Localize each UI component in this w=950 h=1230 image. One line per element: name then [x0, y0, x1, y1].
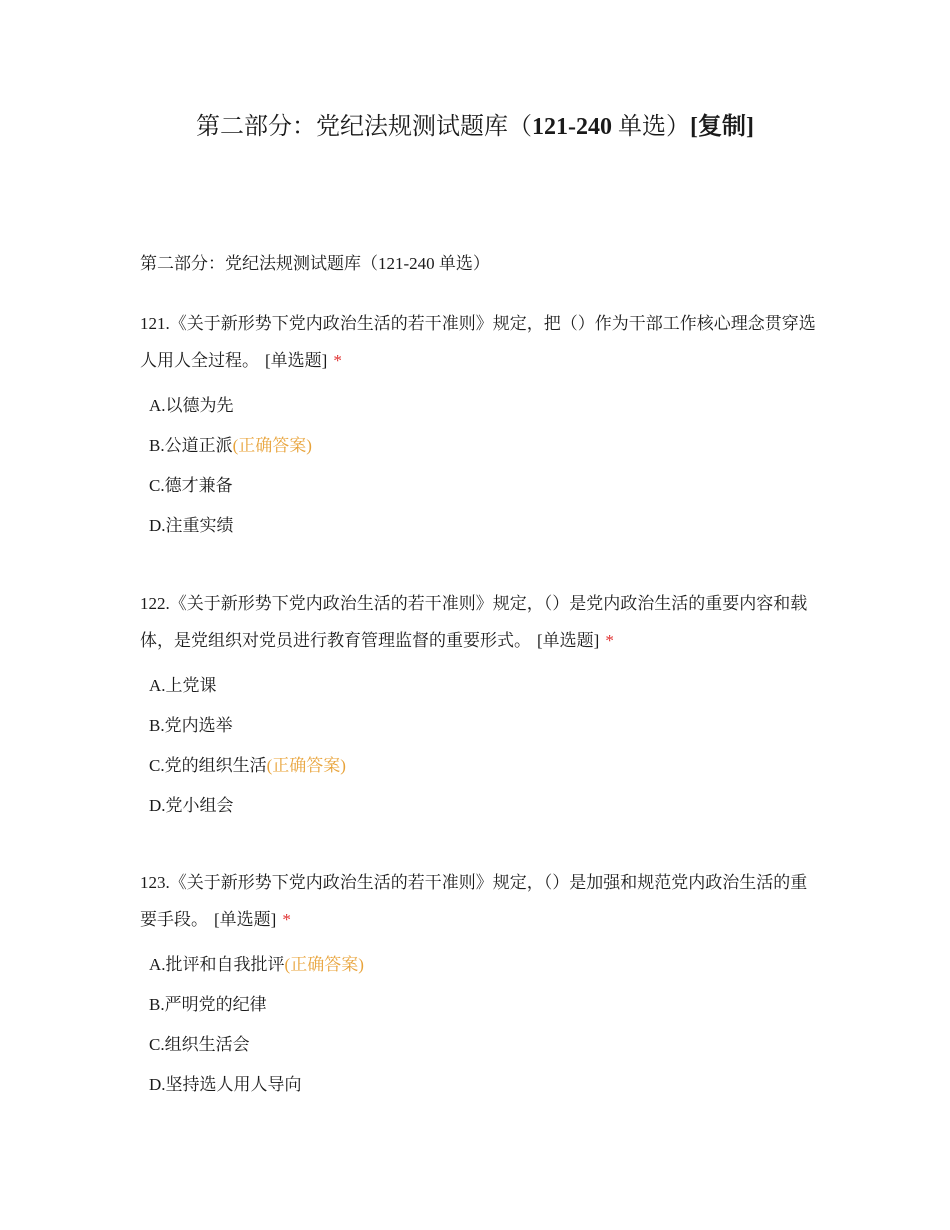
option-c[interactable]	[149, 1025, 820, 1065]
title-prefix: 第二部分：党纪法规测试题库（	[196, 114, 532, 140]
correct-answer-label: (正确答案)	[284, 955, 364, 974]
question-stem: 123.《关于新形势下党内政治生活的若干准则》规定，（）是加强和规范党内政治生活的重要手段。	[140, 873, 808, 929]
question-122	[140, 585, 820, 826]
option-list	[149, 386, 820, 546]
question-text	[140, 305, 820, 379]
option-label: B.严明党的纪律	[149, 995, 267, 1014]
question-type-label: [单选题]	[214, 910, 277, 929]
option-d[interactable]	[149, 1065, 820, 1105]
correct-answer-label: (正确答案)	[266, 756, 346, 775]
option-list	[149, 945, 820, 1105]
option-b[interactable]	[149, 985, 820, 1025]
option-label: C.德才兼备	[149, 476, 233, 495]
document-title	[0, 110, 950, 144]
section-heading: 第二部分：党纪法规测试题库（121-240 单选）	[140, 254, 490, 273]
question-text	[140, 864, 820, 938]
option-list	[149, 666, 820, 826]
question-123	[140, 864, 820, 1105]
question-type-label: [单选题]	[537, 631, 600, 650]
title-range: 121-240	[532, 114, 612, 140]
option-c[interactable]	[149, 746, 820, 786]
option-b[interactable]	[149, 426, 820, 466]
title-middle: 单选）	[612, 114, 690, 140]
required-mark: *	[605, 631, 614, 650]
option-label: C.党的组织生活	[149, 756, 267, 775]
copy-link[interactable]: [复制]	[690, 114, 754, 140]
option-c[interactable]	[149, 466, 820, 506]
question-stem: 121.《关于新形势下党内政治生活的若干准则》规定，把（）作为干部工作核心理念贯穿选人用人全过程。	[140, 314, 816, 370]
option-label: D.党小组会	[149, 796, 234, 815]
option-label: B.党内选举	[149, 716, 233, 735]
option-label: C.组织生活会	[149, 1035, 250, 1054]
question-121	[140, 305, 820, 546]
option-label: A.上党课	[149, 676, 217, 695]
option-a[interactable]	[149, 666, 820, 706]
question-text	[140, 585, 820, 659]
question-stem: 122.《关于新形势下党内政治生活的若干准则》规定，（）是党内政治生活的重要内容和载体，是党组织对党员进行教育管理监督的重要形式。	[140, 594, 808, 650]
option-a[interactable]	[149, 945, 820, 985]
option-d[interactable]	[149, 506, 820, 546]
correct-answer-label: (正确答案)	[232, 436, 312, 455]
required-mark: *	[282, 910, 291, 929]
option-a[interactable]	[149, 386, 820, 426]
option-d[interactable]	[149, 786, 820, 826]
question-type-label: [单选题]	[265, 351, 328, 370]
option-b[interactable]	[149, 706, 820, 746]
option-label: D.坚持选人用人导向	[149, 1075, 302, 1094]
option-label: D.注重实绩	[149, 516, 234, 535]
required-mark: *	[333, 351, 342, 370]
option-label: A.以德为先	[149, 396, 234, 415]
option-label: B.公道正派	[149, 436, 233, 455]
option-label: A.批评和自我批评	[149, 955, 285, 974]
